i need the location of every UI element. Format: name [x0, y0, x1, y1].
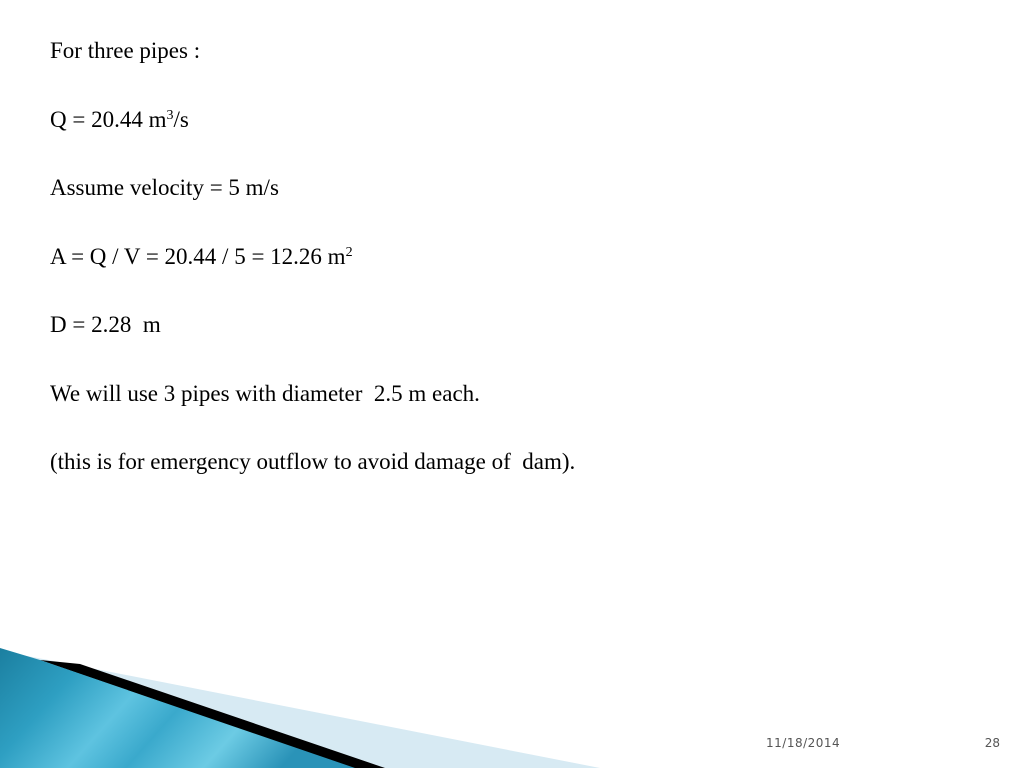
footer-date: 11/18/2014: [766, 736, 841, 750]
body-line: Assume velocity = 5 m/s: [50, 175, 279, 200]
blue-wave: [0, 648, 355, 768]
body-line: D = 2.28 m: [50, 312, 161, 337]
pale-blue-band: [0, 651, 600, 768]
body-line: (this is for emergency outflow to avoid damage of dam).: [50, 449, 576, 474]
body-line: We will use 3 pipes with diameter 2.5 m each.: [50, 380, 480, 406]
body-line: Q = 20.44 $m^3/s$: [50, 106, 189, 132]
body-line: A = Q / V = 20.44 / 5 = 12.26 $m^2$: [50, 243, 353, 269]
black-band: [40, 660, 385, 768]
slide-body: [50, 34, 970, 514]
slide-number: 28: [984, 736, 1000, 750]
body-line: For three pipes :: [50, 38, 201, 63]
